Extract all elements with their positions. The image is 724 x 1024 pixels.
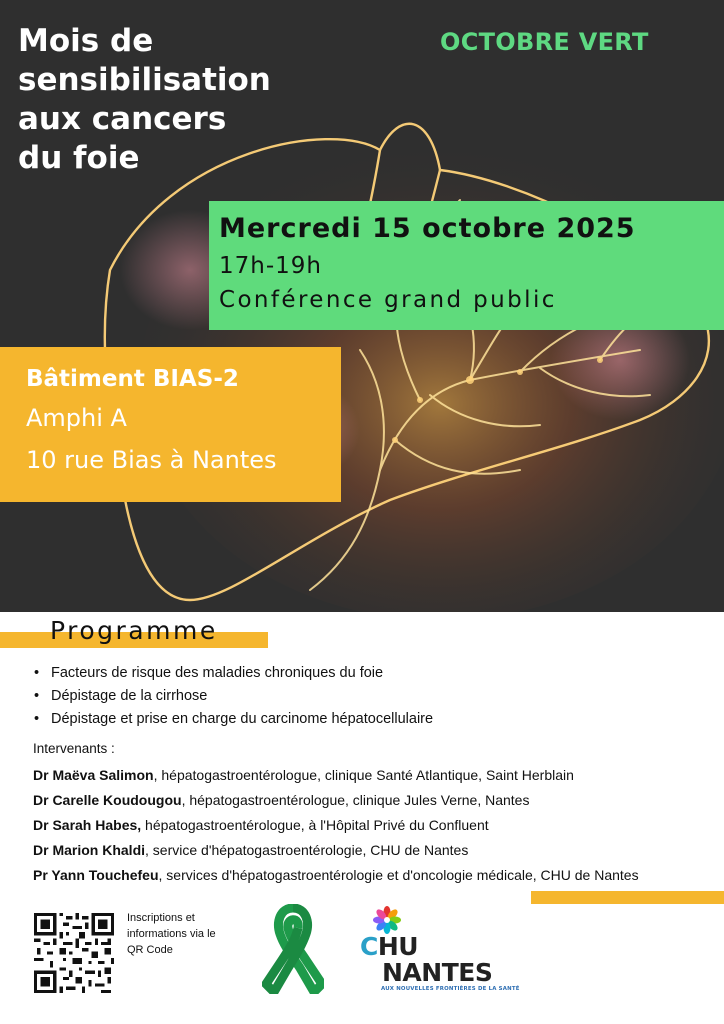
hero-title-line: sensibilisation: [18, 62, 271, 98]
programme-title: Programme: [50, 616, 218, 645]
bullet-icon: •: [34, 688, 40, 704]
logo-chu-rest: HU: [377, 932, 419, 961]
qr-code-icon[interactable]: [34, 913, 114, 993]
hero-title-line: du foie: [18, 140, 140, 176]
green-ribbon-icon: [262, 904, 324, 994]
speaker-row: [33, 813, 723, 838]
venue-box: [0, 347, 341, 502]
list-item-text: Dépistage et prise en charge du carcinome hépatocellulaire: [51, 711, 434, 727]
speaker-role: hépatogastroentérologue, à l'Hôpital Privé du Confluent: [141, 817, 489, 833]
logo-chu-text: [360, 934, 418, 960]
event-date: Mercredi 15 octobre 2025: [219, 213, 636, 244]
speaker-name: Dr Marion Khaldi: [33, 842, 146, 858]
bullet-icon: •: [34, 711, 40, 727]
speaker-row: [33, 788, 723, 813]
speakers-header: Intervenants :: [33, 741, 115, 756]
speaker-role: , hépatogastroentérologue, clinique Jules Verne, Nantes: [181, 792, 530, 808]
list-item-text: Facteurs de risque des maladies chroniques du foie: [51, 665, 384, 681]
hero-title-line: aux cancers: [18, 101, 227, 137]
venue-address: 10 rue Bias à Nantes: [26, 446, 277, 474]
venue-building: Bâtiment BIAS-2: [26, 366, 239, 392]
chu-nantes-logo-icon: [373, 906, 401, 934]
speaker-role: , services d'hépatogastroentérologie et d'oncologie médicale, CHU de Nantes: [158, 867, 639, 883]
logo-chu-prefix: C: [360, 932, 378, 961]
speaker-name: Dr Carelle Koudougou: [33, 792, 182, 808]
speaker-role: , service d'hépatogastroentérologie, CHU de Nantes: [145, 842, 469, 858]
list-item: [34, 685, 433, 708]
event-type: Conférence grand public: [219, 287, 557, 313]
list-item: [34, 708, 433, 731]
list-item-text: Dépistage de la cirrhose: [51, 688, 208, 704]
campaign-tag: OCTOBRE VERT: [440, 28, 649, 56]
event-date-box: [209, 201, 724, 330]
list-item: [34, 662, 433, 685]
qr-caption: Inscriptions et informations via le QR Code: [127, 912, 216, 956]
speaker-name: Pr Yann Touchefeu: [33, 867, 159, 883]
speakers-section: [33, 739, 723, 888]
programme-list: [34, 662, 433, 731]
logo-nantes-text: NANTES: [382, 958, 493, 987]
speaker-row: [33, 863, 723, 888]
speaker-name: Dr Sarah Habes,: [33, 817, 142, 833]
speaker-role: , hépatogastroentérologue, clinique Santé Atlantique, Saint Herblain: [153, 767, 574, 783]
footer-accent-bar: [531, 891, 724, 904]
logo-tagline: AUX NOUVELLES FRONTIÈRES DE LA SANTÉ: [381, 986, 520, 992]
bullet-icon: •: [34, 665, 40, 681]
speaker-name: Dr Maëva Salimon: [33, 767, 154, 783]
event-time: 17h-19h: [219, 253, 322, 279]
hero-title: [18, 22, 348, 178]
hero-title-line: Mois de: [18, 23, 154, 59]
speaker-row: [33, 838, 723, 863]
speaker-row: [33, 763, 723, 788]
venue-room: Amphi A: [26, 404, 127, 432]
